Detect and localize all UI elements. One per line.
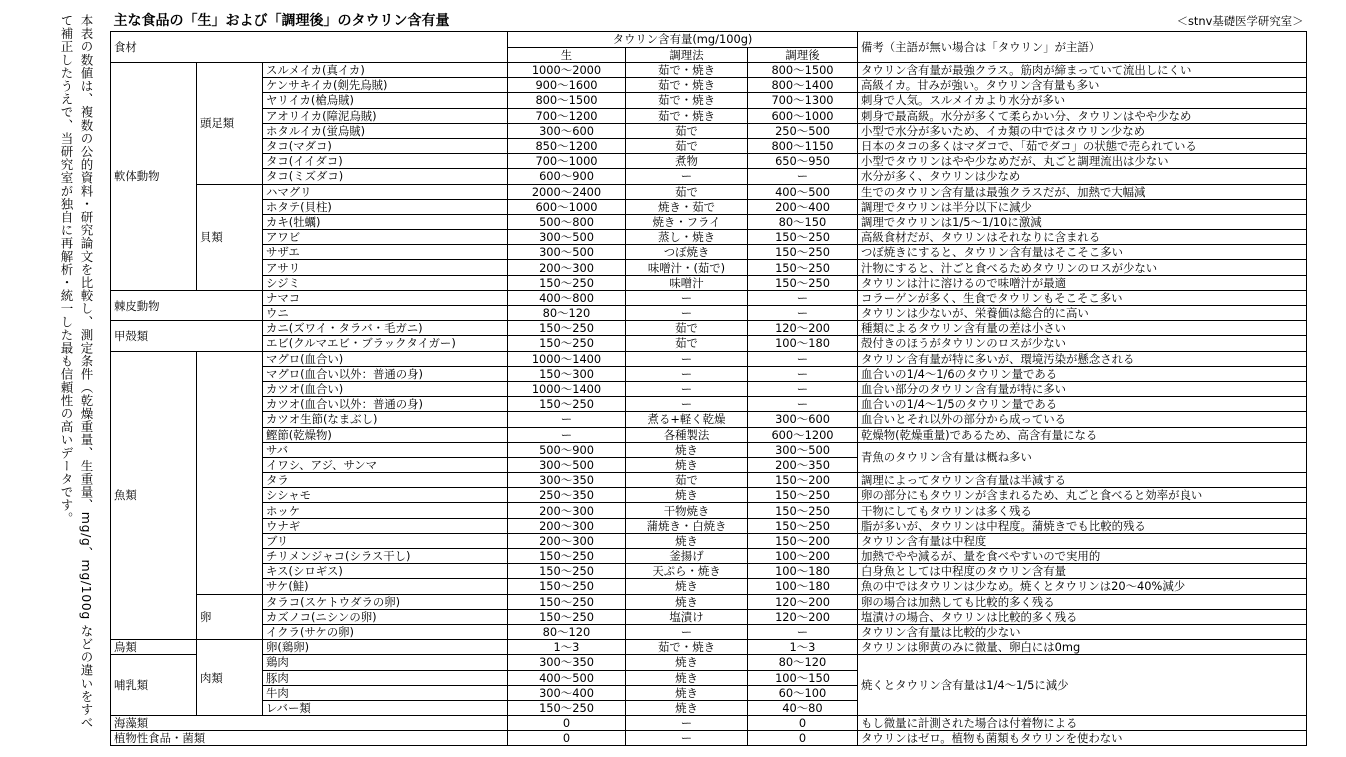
food-name: カニ(ズワイ・タラバ・毛ガニ) [263,321,508,336]
note-cell: タウリン含有量は比較的少ない [858,624,1307,639]
table-row [111,230,1307,245]
note-cell: 血合いの1/4～1/5のタウリン量である [858,397,1307,412]
value-cooked: ー [748,381,858,396]
value-raw: 150～250 [508,579,626,594]
value-method: 茹で・焼き [626,63,748,78]
value-raw: 150～250 [508,336,626,351]
value-method: 焼き [626,442,748,457]
value-method: 茹で・焼き [626,78,748,93]
table-row [111,93,1307,108]
food-name: ウニ [263,306,508,321]
taurine-table-sheet [110,10,1306,746]
table-row [111,609,1307,624]
group-cell [197,351,263,594]
value-cooked: 150～250 [748,275,858,290]
table-row [111,336,1307,351]
value-raw: 1000～2000 [508,63,626,78]
value-method: ー [626,290,748,305]
table-row [111,306,1307,321]
value-method: ー [626,624,748,639]
note-cell: 刺身で人気。スルメイカより水分が多い [858,93,1307,108]
food-name: 植物性食品・菌類 [111,731,508,746]
value-method: 焼き [626,594,748,609]
table-row [111,169,1307,184]
value-method: 蒲焼き・白焼き [626,518,748,533]
value-cooked: 300～500 [748,442,858,457]
value-raw: 0 [508,731,626,746]
value-method: 焼き・茹で [626,199,748,214]
value-raw: 600～1000 [508,199,626,214]
value-method: 味噌汁・(茹で) [626,260,748,275]
food-name: アオリイカ(障泥烏賊) [263,108,508,123]
table-row [111,594,1307,609]
table-row [111,123,1307,138]
value-raw: 200～300 [508,503,626,518]
table-row [111,412,1307,427]
note-cell: 塩漬けの場合、タウリンは比較的多く残る [858,609,1307,624]
group-cell: 甲殻類 [111,321,263,351]
table-row [111,351,1307,366]
value-cooked: 800～1150 [748,138,858,153]
table-row [111,138,1307,153]
value-method: 焼き [626,457,748,472]
value-raw: 1000～1400 [508,381,626,396]
food-name: アサリ [263,260,508,275]
value-raw: 1～3 [508,640,626,655]
value-cooked: ー [748,306,858,321]
side-note: 本表の数値は、複数の公的資料・研究論文を比較し、測定条件（乾燥重量、生重量、mg/g、mg/100g などの違いをすべて補正したうえで、当研究室が独自に再解析・統一した最も信頼性の高いデータです。 [59,14,94,730]
value-method: 釜揚げ [626,549,748,564]
value-raw: 150～250 [508,700,626,715]
value-cooked: 1～3 [748,640,858,655]
value-method: ー [626,716,748,731]
value-method: 干物焼き [626,503,748,518]
value-raw: 300～400 [508,685,626,700]
group-cell: 棘皮動物 [111,290,263,320]
value-method: 茹で [626,123,748,138]
table-row [111,108,1307,123]
value-cooked: 800～1400 [748,78,858,93]
value-cooked: 100～150 [748,670,858,685]
food-name: レバー類 [263,700,508,715]
note-cell: タウリンは卵黄のみに微量、卵白には0mg [858,640,1307,655]
note-cell: もし微量に計測された場合は付着物による [858,716,1307,731]
value-raw: 600～900 [508,169,626,184]
value-method: 茹で・焼き [626,108,748,123]
value-raw: 2000～2400 [508,184,626,199]
value-cooked: ー [748,351,858,366]
food-name: マグロ(血合い以外：普通の身) [263,366,508,381]
note-cell: 血合い部分のタウリン含有量が特に多い [858,381,1307,396]
value-cooked: 650～950 [748,154,858,169]
value-method: 味噌汁 [626,275,748,290]
note-cell: タウリンは汁に溶けるので味噌汁が最適 [858,275,1307,290]
value-cooked: 120～200 [748,609,858,624]
food-name: アワビ [263,230,508,245]
value-cooked: 800～1500 [748,63,858,78]
note-cell: 魚の中ではタウリンは少なめ。焼くとタウリンは20～40%減少 [858,579,1307,594]
table-row [111,503,1307,518]
taurine-table [110,10,1307,746]
value-raw: 200～300 [508,533,626,548]
note-cell: 調理でタウリンは半分以下に減少 [858,199,1307,214]
value-method: ー [626,381,748,396]
value-raw: 300～350 [508,473,626,488]
note-cell: 生でのタウリン含有量は最強クラスだが、加熱で大幅減 [858,184,1307,199]
value-raw: 150～250 [508,397,626,412]
value-method: 焼き [626,700,748,715]
table-row [111,366,1307,381]
food-name: タラコ(スケトウダラの卵) [263,594,508,609]
value-raw: 150～250 [508,609,626,624]
value-cooked: 150～250 [748,260,858,275]
value-raw: 200～300 [508,518,626,533]
food-name: 卵(鶏卵) [263,640,508,655]
value-cooked: ー [748,624,858,639]
group-cell: 軟体動物 [111,63,197,291]
note-cell: 卵の場合は加熱しても比較的多く残る [858,594,1307,609]
header-cooked: 調理後 [748,47,858,63]
note-cell: タウリン含有量は中程度 [858,533,1307,548]
value-method: 焼き [626,685,748,700]
table-row [111,184,1307,199]
value-cooked: 200～350 [748,457,858,472]
note-cell: コラーゲンが多く、生食でタウリンもそこそこ多い [858,290,1307,305]
table-row [111,381,1307,396]
value-cooked: 150～250 [748,245,858,260]
value-cooked: ー [748,290,858,305]
note-cell: 高級イカ。甘みが強い。タウリン含有量も多い [858,78,1307,93]
food-name: タコ(マダコ) [263,138,508,153]
table-row [111,78,1307,93]
note-cell: 水分が多く、タウリンは少なめ [858,169,1307,184]
value-cooked: 150～250 [748,518,858,533]
value-raw: 700～1200 [508,108,626,123]
note-cell: 血合いの1/4～1/6のタウリン量である [858,366,1307,381]
value-method: 茹で・焼き [626,640,748,655]
header-food: 食材 [111,32,508,63]
value-raw: ー [508,412,626,427]
note-cell: 血合いとそれ以外の部分から成っている [858,412,1307,427]
table-row [111,716,1307,731]
note-cell: 乾燥物(乾燥重量)であるため、高含有量になる [858,427,1307,442]
table-row [111,564,1307,579]
value-raw: 300～500 [508,245,626,260]
food-name: キス(シロギス) [263,564,508,579]
note-cell: タウリン含有量が最強クラス。筋肉が締まっていて流出しにくい [858,63,1307,78]
food-name: ケンサキイカ(剣先烏賊) [263,78,508,93]
food-name: 鶏肉 [263,655,508,670]
value-cooked: 150～200 [748,473,858,488]
value-method: 塩漬け [626,609,748,624]
value-raw: 1000～1400 [508,351,626,366]
value-method: ー [626,169,748,184]
value-method: ー [626,366,748,381]
value-raw: 900～1600 [508,78,626,93]
value-method: つぼ焼き [626,245,748,260]
note-cell: タウリン含有量が特に多いが、環境汚染が懸念される [858,351,1307,366]
note-cell: 加熱でやや減るが、量を食べやすいので実用的 [858,549,1307,564]
table-row [111,488,1307,503]
note-cell: タウリンはゼロ。植物も菌類もタウリンを使わない [858,731,1307,746]
header-note: 備考（主語が無い場合は「タウリン」が主語） [858,32,1307,63]
table-row [111,473,1307,488]
food-name: ホッケ [263,503,508,518]
value-raw: 80～120 [508,624,626,639]
value-raw: 300～500 [508,457,626,472]
value-cooked: 200～400 [748,199,858,214]
header-method: 調理法 [626,47,748,63]
value-method: ー [626,731,748,746]
note-cell: 干物にしてもタウリンは多く残る [858,503,1307,518]
food-name: チリメンジャコ(シラス干し) [263,549,508,564]
value-raw: 300～350 [508,655,626,670]
food-name: カツオ(血合い) [263,381,508,396]
food-name: 海藻類 [111,716,508,731]
value-cooked: 150～250 [748,488,858,503]
value-method: 茹で [626,138,748,153]
value-method: 茹で・焼き [626,93,748,108]
note-cell: 白身魚としては中程度のタウリン含有量 [858,564,1307,579]
value-method: 焼き [626,488,748,503]
table-row [111,518,1307,533]
value-method: 焼き [626,579,748,594]
food-name: シシャモ [263,488,508,503]
note-cell: 刺身で最高級。水分が多くて柔らかい分、タウリンはやや少なめ [858,108,1307,123]
value-raw: 800～1500 [508,93,626,108]
group-cell: 哺乳類 [111,655,197,716]
page-title: 主な食品の「生」および「調理後」のタウリン含有量 [111,10,858,32]
value-cooked: 100～180 [748,579,858,594]
value-cooked: 300～600 [748,412,858,427]
group-cell: 卵 [197,594,263,640]
value-cooked: 600～1200 [748,427,858,442]
table-row [111,321,1307,336]
header-taurine: タウリン含有量(mg/100g) [508,32,858,48]
food-name: サバ [263,442,508,457]
table-row [111,63,1307,78]
table-row [111,533,1307,548]
note-cell: 調理によってタウリン含有量は半減する [858,473,1307,488]
value-method: 焼き [626,670,748,685]
source-label: ＜stnv基礎医学研究室＞ [858,10,1307,32]
note-cell: 焼くとタウリン含有量は1/4～1/5に減少 [858,655,1307,716]
value-cooked: 120～200 [748,594,858,609]
header-raw: 生 [508,47,626,63]
value-method: 焼き [626,533,748,548]
value-raw: 150～250 [508,275,626,290]
table-row [111,579,1307,594]
value-cooked: ー [748,366,858,381]
group-cell: 鳥類 [111,640,197,655]
note-cell: 小型でタウリンはやや少なめだが、丸ごと調理流出は少ない [858,154,1307,169]
food-name: イワシ、アジ、サンマ [263,457,508,472]
table-row [111,260,1307,275]
value-method: 茹で [626,321,748,336]
value-method: 茹で [626,336,748,351]
value-cooked: 120～200 [748,321,858,336]
table-row [111,154,1307,169]
table-row [111,731,1307,746]
table-row [111,275,1307,290]
value-raw: ー [508,427,626,442]
group-cell: 貝類 [197,184,263,290]
value-cooked: 0 [748,731,858,746]
food-name: エビ(クルマエビ・ブラックタイガー) [263,336,508,351]
food-name: ハマグリ [263,184,508,199]
value-raw: 400～800 [508,290,626,305]
note-cell: 青魚のタウリン含有量は概ね多い [858,442,1307,472]
value-raw: 300～600 [508,123,626,138]
food-name: シジミ [263,275,508,290]
value-raw: 150～250 [508,321,626,336]
value-raw: 150～250 [508,564,626,579]
food-name: サケ(鮭) [263,579,508,594]
value-method: 天ぷら・焼き [626,564,748,579]
food-name: スルメイカ(真イカ) [263,63,508,78]
note-cell: つぼ焼きにすると、タウリン含有量はそこそこ多い [858,245,1307,260]
food-name: タコ(イイダコ) [263,154,508,169]
value-cooked: 100～200 [748,549,858,564]
value-cooked: 250～500 [748,123,858,138]
value-method: 焼き・フライ [626,214,748,229]
value-raw: 150～250 [508,594,626,609]
value-cooked: 60～100 [748,685,858,700]
food-name: カズノコ(ニシンの卵) [263,609,508,624]
value-method: ー [626,306,748,321]
food-name: イクラ(サケの卵) [263,624,508,639]
note-cell: 日本のタコの多くはマダコで、「茹でダコ」の状態で売られている [858,138,1307,153]
food-name: ホタテ(貝柱) [263,199,508,214]
table-row [111,199,1307,214]
note-cell: 調理でタウリンは1/5～1/10に激減 [858,214,1307,229]
food-name: ナマコ [263,290,508,305]
food-name: カツオ生節(なまぶし) [263,412,508,427]
value-raw: 0 [508,716,626,731]
food-name: 鰹節(乾燥物) [263,427,508,442]
value-cooked: ー [748,169,858,184]
food-name: ヤリイカ(槍烏賊) [263,93,508,108]
value-cooked: 100～180 [748,336,858,351]
value-method: 茹で [626,473,748,488]
food-name: タラ [263,473,508,488]
food-name: ウナギ [263,518,508,533]
value-cooked: 100～180 [748,564,858,579]
table-row [111,549,1307,564]
food-name: ホタルイカ(蛍烏賊) [263,123,508,138]
note-cell: 汁物にすると、汁ごと食べるためタウリンのロスが少ない [858,260,1307,275]
value-raw: 300～500 [508,230,626,245]
value-cooked: 80～150 [748,214,858,229]
value-cooked: 40～80 [748,700,858,715]
value-method: 茹で [626,184,748,199]
value-method: 蒸し・焼き [626,230,748,245]
value-cooked: 150～250 [748,503,858,518]
food-name: 豚肉 [263,670,508,685]
value-raw: 200～300 [508,260,626,275]
value-cooked: 150～200 [748,533,858,548]
food-name: カキ(牡蠣) [263,214,508,229]
value-cooked: 700～1300 [748,93,858,108]
table-row [111,214,1307,229]
value-cooked: 80～120 [748,655,858,670]
table-row [111,442,1307,457]
food-name: カツオ(血合い以外：普通の身) [263,397,508,412]
table-row [111,640,1307,655]
note-cell: 脂が多いが、タウリンは中程度。蒲焼きでも比較的残る [858,518,1307,533]
value-raw: 150～250 [508,549,626,564]
value-cooked: 600～1000 [748,108,858,123]
table-row [111,245,1307,260]
value-raw: 500～900 [508,442,626,457]
table-row [111,397,1307,412]
value-cooked: 400～500 [748,184,858,199]
value-method: 煮物 [626,154,748,169]
group-cell: 魚類 [111,351,197,640]
value-cooked: ー [748,397,858,412]
note-cell: 小型で水分が多いため、イカ類の中ではタウリン少なめ [858,123,1307,138]
value-raw: 500～800 [508,214,626,229]
value-raw: 80～120 [508,306,626,321]
note-cell: 殻付きのほうがタウリンのロスが少ない [858,336,1307,351]
value-method: ー [626,397,748,412]
food-name: ブリ [263,533,508,548]
value-cooked: 150～250 [748,230,858,245]
note-cell: 種類によるタウリン含有量の差は小さい [858,321,1307,336]
food-name: マグロ(血合い) [263,351,508,366]
food-name: サザエ [263,245,508,260]
value-method: 煮る+軽く乾燥 [626,412,748,427]
table-row [111,427,1307,442]
value-raw: 850～1200 [508,138,626,153]
group-cell: 肉類 [197,640,263,716]
value-method: ー [626,351,748,366]
value-raw: 150～300 [508,366,626,381]
value-method: 焼き [626,655,748,670]
table-row [111,624,1307,639]
food-name: タコ(ミズダコ) [263,169,508,184]
note-cell: 高級食材だが、タウリンはそれなりに含まれる [858,230,1307,245]
group-cell: 頭足類 [197,63,263,185]
note-cell: 卵の部分にもタウリンが含まれるため、丸ごと食べると効率が良い [858,488,1307,503]
value-raw: 250～350 [508,488,626,503]
value-raw: 700～1000 [508,154,626,169]
food-name: 牛肉 [263,685,508,700]
table-row [111,290,1307,305]
note-cell: タウリンは少ないが、栄養価は総合的に高い [858,306,1307,321]
value-cooked: 0 [748,716,858,731]
value-method: 各種製法 [626,427,748,442]
value-raw: 400～500 [508,670,626,685]
table-row [111,655,1307,670]
